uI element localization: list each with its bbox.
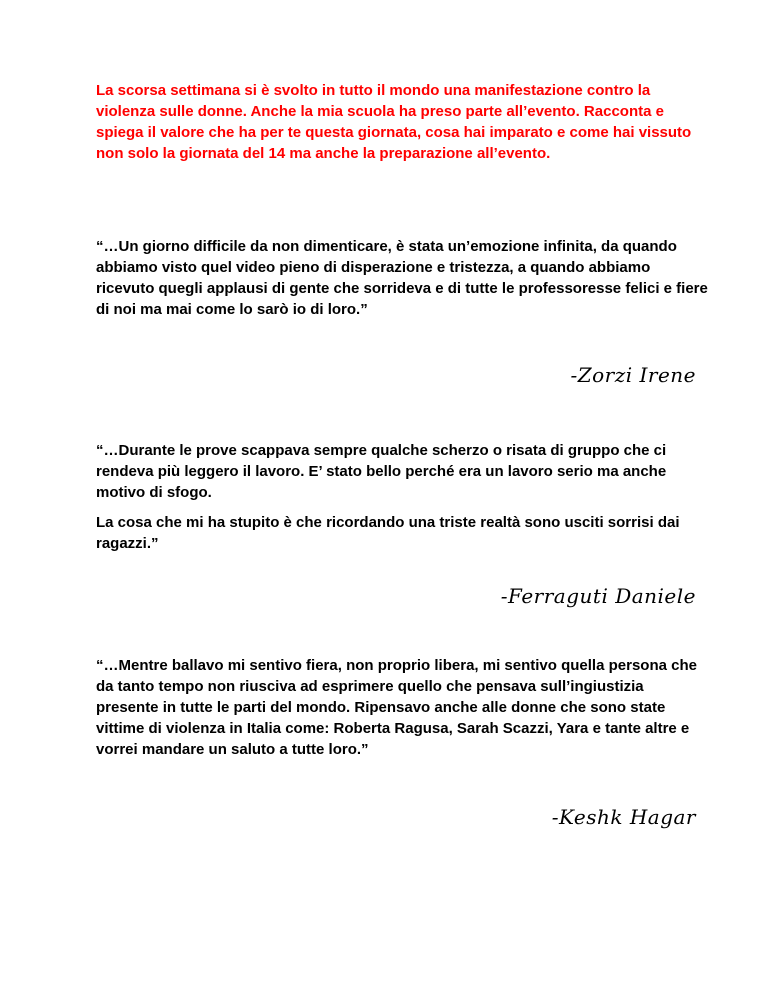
quote-paragraph: “…Durante le prove scappava sempre qualche scherzo o risata di gruppo che ci rendeva più leggero il lavoro. E’ stato bello perché era un lavoro serio ma anche motivo di sfogo. <box>96 442 667 501</box>
quote-paragraph: La cosa che mi ha stupito è che ricordando una triste realtà sono usciti sorrisi dai ragazzi.” <box>96 514 680 552</box>
testimonial-quote-2 <box>96 440 708 554</box>
assignment-prompt: La scorsa settimana si è svolto in tutto il mondo una manifestazione contro la violenza sulle donne. Anche la mia scuola ha preso parte all’evento. Racconta e spiega il valore che ha per te questa giornata, cosa hai imparato e come hai vissuto non solo la giornata del 14 ma anche la preparazione all’evento. <box>96 82 692 162</box>
quote-paragraph: “…Mentre ballavo mi sentivo fiera, non proprio libera, mi sentivo quella persona che da tanto tempo non riusciva ad esprimere quello che pensava sull’ingiustizia presente in tutte le parti del mondo. Ripensavo anche alle donne che sono state vittime di violenza in Italia come: Roberta Ragusa, Sarah Scazzi, Yara e tante altre e vorrei mandare un saluto a tutte loro.” <box>96 657 697 758</box>
signature-3: -Keshk Hagar <box>551 805 696 829</box>
signature-1: -Zorzi Irene <box>570 363 696 387</box>
testimonial-quote-1 <box>96 236 708 320</box>
quote-paragraph: “…Un giorno difficile da non dimenticare, è stata un’emozione infinita, da quando abbiamo visto quel video pieno di disperazione e tristezza, a quando abbiamo ricevuto quegli applausi di gente che sorrideva e di tutte le professoresse felici e fiere di noi ma mai come lo sarò io di loro.” <box>96 238 708 318</box>
signature-2: -Ferraguti Daniele <box>500 584 696 608</box>
testimonial-quote-3 <box>96 655 708 760</box>
